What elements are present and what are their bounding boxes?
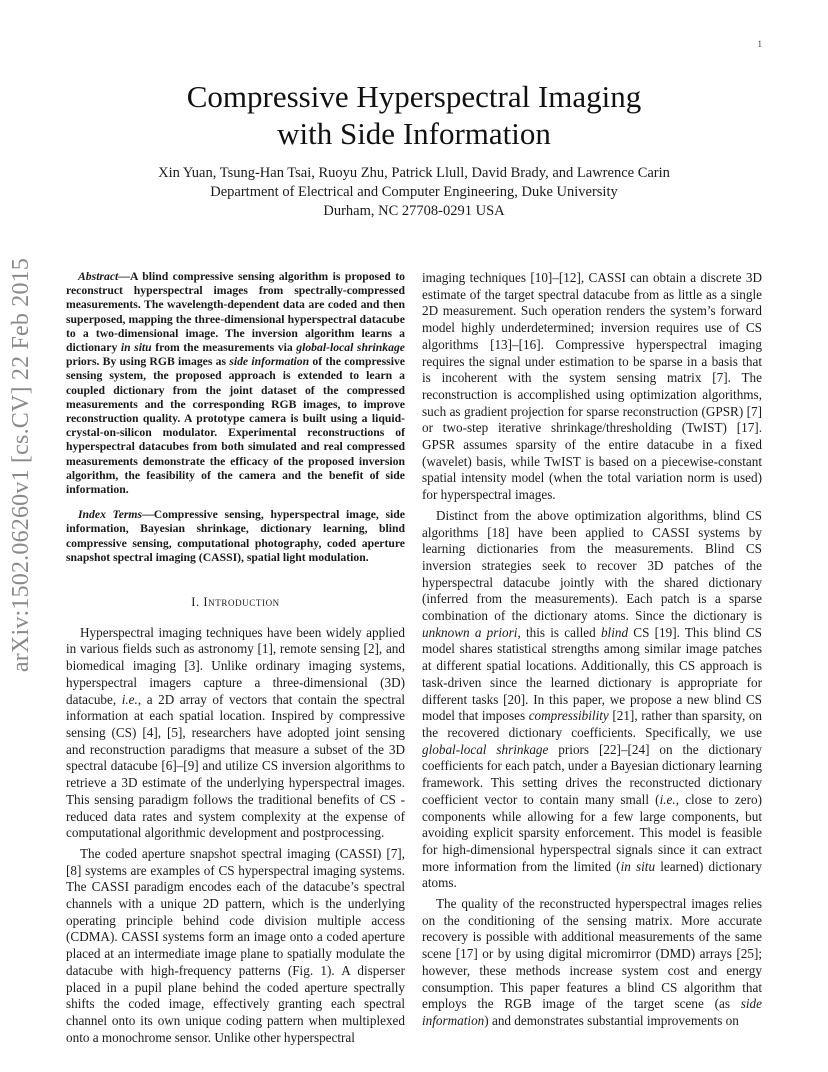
index-terms: Index Terms—Compressive sensing, hyperspectral image, side information, Bayesian shrinkage, dictionary learning, blind compressive sensing, computational photography, coded aperture snapshot spectral imaging (CASSI), spatial light modulation. bbox=[66, 508, 405, 564]
abstract-label: Abstract bbox=[78, 270, 119, 283]
title-block bbox=[100, 78, 728, 221]
address: Durham, NC 27708-0291 USA bbox=[323, 203, 505, 219]
arxiv-identifier-watermark: arXiv:1502.06260v1 [cs.CV] 22 Feb 2015 bbox=[8, 257, 34, 673]
author-list: Xin Yuan, Tsung-Han Tsai, Ruoyu Zhu, Patrick Llull, David Brady, and Lawrence Carin bbox=[158, 165, 670, 181]
author-block bbox=[100, 164, 728, 221]
intro-paragraph-2-continued: imaging techniques [10]–[12], CASSI can obtain a discrete 3D estimate of the target spectral datacube from as little as a single 2D measurement. Such operation renders the system’s forward model highly underdetermined; inversion requires use of CS algorithms [13]–[16]. Compressive hyperspectral imaging requires the signal under estimation to be sparse in a basis that is incoherent with the system sensing matrix [7]. The reconstruction is accomplished using optimization algorithms, such as gradient projection for sparse reconstruction (GPSR) [7] or two-step iterative shrinkage/thresholding (TwIST) [17]. GPSR assumes sparsity of the entire datacube in a fixed (wavelet) basis, while TwIST is based on a piecewise-constant spatial intensity model (when the total variation norm is used) for hyperspectral images. bbox=[422, 270, 762, 503]
intro-paragraph-1: Hyperspectral imaging techniques have been widely applied in various fields such as astronomy [1], remote sensing [2], and biomedical imaging [3]. Unlike ordinary imaging systems, hyperspectral imagers capture a three-dimensional (3D) datacube, i.e., a 2D array of vectors that contain the spectral information at each spatial location. Inspired by compressive sensing (CS) [4], [5], researchers have adopted joint sensing and reconstruction paradigms that measure a subset of the 3D spectral datacube [6]–[9] and utilize CS inversion algorithms to retrieve a 3D estimate of the underlying hyperspectral images. This sensing paradigm follows the traditional benefits of CS - reduced data rates and system complexity at the expense of computational algorithmic development and postprocessing. bbox=[66, 624, 406, 841]
page-number: 1 bbox=[757, 39, 762, 49]
right-column bbox=[422, 270, 762, 1034]
intro-paragraph-2: The coded aperture snapshot spectral imaging (CASSI) [7], [8] systems are examples of CS hyperspectral imaging systems. The CASSI paradigm encodes each of the datacube’s spectral channels with a unique 2D pattern, which is the underlying operating principle behind code division multiple access (CDMA). CASSI systems form an image onto a coded aperture placed at an intermediate image plane to spatially modulate the datacube with high-frequency patterns (Fig. 1). A disperser placed in a pupil plane behind the coded aperture spectrally shifts the coded image, effectively granting each spectral channel onto its own unique coding pattern when multiplexed onto a monochrome sensor. Unlike other hyperspectral bbox=[66, 845, 405, 1045]
abstract: Abstract—A blind compressive sensing algorithm is proposed to reconstruct hyperspectral images from spectrally-compressed measurements. The wavelength-dependent data are coded and then superposed, mapping the three-dimensional hyperspectral datacube to a two-dimensional image. The inversion algorithm learns a dictionary in situ from the measurements via global-local shrinkage priors. By using RGB images as side information of the compressive sensing system, the proposed approach is extended to learn a coupled dictionary from the joint dataset of the compressed measurements and the corresponding RGB images, to improve reconstruction quality. A prototype camera is built using a liquid-crystal-on-silicon modulator. Experimental reconstructions of hyperspectral datacubes from both simulated and real compressed measurements demonstrate the efficacy of the proposed inversion algorithm, the feasibility of the camera and the benefit of side information. bbox=[66, 270, 405, 497]
intro-paragraph-4: The quality of the reconstructed hyperspectral images relies on the conditioning of the sensing matrix. More accurate recovery is possible with additional measurements of the same scene [17] or by using digital micromirror (DMD) arrays [25]; however, these methods increase system cost and energy consumption. This paper features a blind CS algorithm that employs the RGB image of the target scene (as side information) and demonstrates substantial improvements on bbox=[422, 896, 762, 1028]
paper-title-line-1: Compressive Hyperspectral Imaging bbox=[186, 79, 642, 114]
left-column bbox=[66, 270, 405, 1050]
index-terms-label: Index Terms bbox=[78, 508, 143, 522]
paper-title-line-2: with Side Information bbox=[277, 116, 551, 151]
section-heading-introduction: I. Introduction bbox=[191, 595, 280, 610]
affiliation: Department of Electrical and Computer Engineering, Duke University bbox=[210, 184, 618, 200]
intro-paragraph-3: Distinct from the above optimization algorithms, blind CS algorithms [18] have been applied to CASSI systems by learning dictionaries from the measurements. Blind CS inversion strategies seek to recover 3D patches of the hyperspectral datacube jointly with the shared dictionary (inferred from the measurements). Each patch is a sparse combination of the dictionary atoms. Since the dictionary is unknown a priori, this is called blind CS [19]. This blind CS model shares statistical strengths among similar image patches at different spatial locations. Additionally, this CS approach is task-driven since the learned dictionary is appropriate for different tasks [20]. In this paper, we propose a new blind CS model that imposes compressibility [21], rather than sparsity, on the recovered dictionary coefficients. Specifically, we use global-local shrinkage priors [22]–[24] on the dictionary coefficients for each patch, under a Bayesian dictionary learning framework. This setting drives the reconstructed dictionary coefficient vector to contain many small (i.e., close to zero) components while allowing for a few large components, but avoiding explicit sparsity enforcement. This model is feasible for high-dimensional hyperspectral signals since it can extract more information from the limited (in situ learned) dictionary atoms. bbox=[422, 507, 763, 891]
